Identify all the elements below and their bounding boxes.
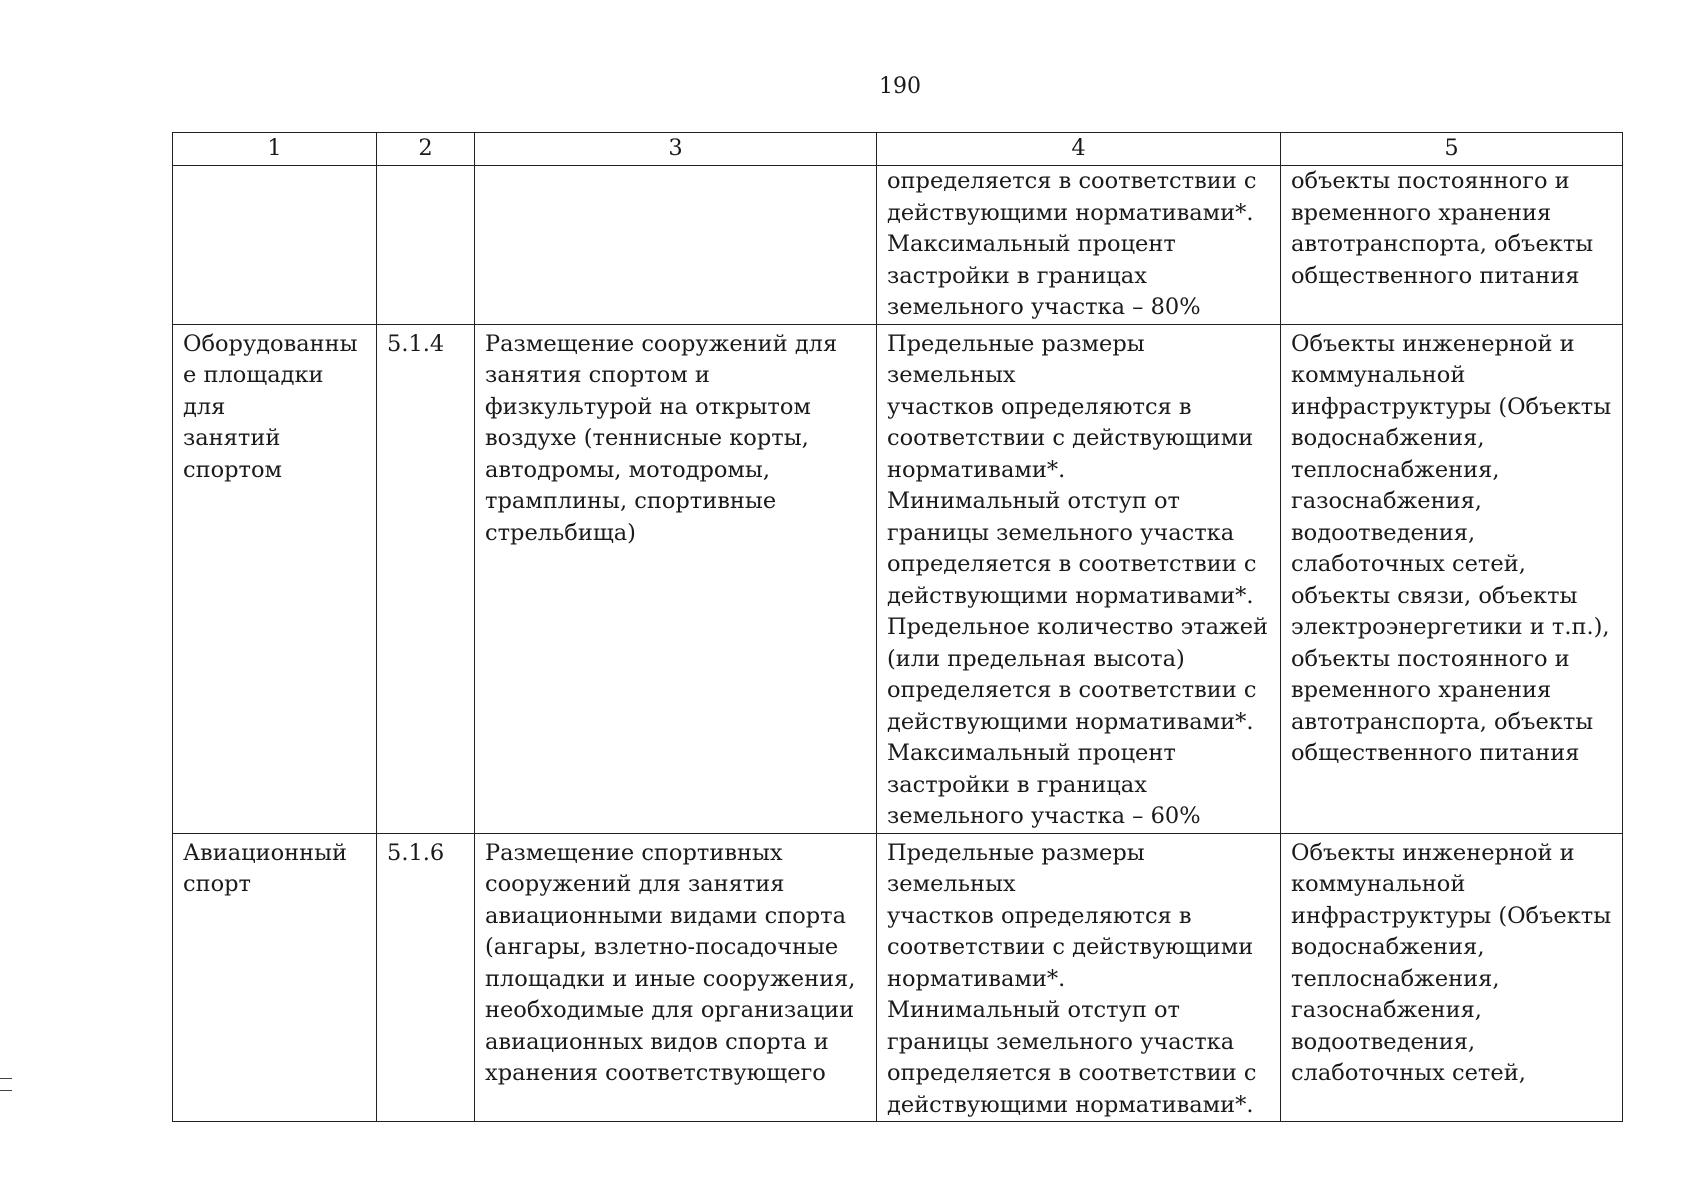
header-cell-1: 1 — [173, 133, 377, 166]
use-code-cell: 5.1.4 — [377, 324, 475, 833]
margin-mark — [0, 1090, 12, 1091]
use-name-cell: Оборудованны е площадки для занятий спортом — [173, 324, 377, 833]
margin-mark — [0, 1078, 12, 1079]
use-description-cell: Размещение сооружений для занятия спортом и физкультурой на открытом воздухе (теннисные корты, автодромы, мотодромы, трамплины, спортивные стрельбища) — [475, 324, 877, 833]
objects-cell: объекты постоянного и временного хранения автотранспорта, объекты общественного питания — [1281, 166, 1623, 325]
use-name-cell: Авиационный спорт — [173, 833, 377, 1122]
use-description-cell — [475, 166, 877, 325]
header-cell-4: 4 — [877, 133, 1281, 166]
table-row — [173, 324, 1623, 833]
table-row — [173, 833, 1623, 1122]
use-code-cell: 5.1.6 — [377, 833, 475, 1122]
use-name-cell — [173, 166, 377, 325]
parameters-cell: Предельные размеры земельных участков определяются в соответствии с действующими нормативами*. Минимальный отступ от границы земельного участка определяется в соответствии с действующими нормативами*. — [877, 833, 1281, 1122]
objects-cell: Объекты инженерной и коммунальной инфраструктуры (Объекты водоснабжения, теплоснабжения, газоснабжения, водоотведения, слаботочных сетей, — [1281, 833, 1623, 1122]
parameters-cell: определяется в соответствии с действующими нормативами*. Максимальный процент застройки в границах земельного участка – 80% — [877, 166, 1281, 325]
table-row — [173, 166, 1623, 325]
header-cell-2: 2 — [377, 133, 475, 166]
use-description-cell: Размещение спортивных сооружений для занятия авиационными видами спорта (ангары, взлетно-посадочные площадки и иные сооружения, необходимые для организации авиационных видов спорта и хранения соответствующего — [475, 833, 877, 1122]
use-code-cell — [377, 166, 475, 325]
header-cell-3: 3 — [475, 133, 877, 166]
parameters-cell: Предельные размеры земельных участков определяются в соответствии с действующими нормативами*. Минимальный отступ от границы земельного участка определяется в соответствии с действующими нормативами*. Предельное количество этажей (или предельная высота) определяется в соответствии с действующими нормативами*. Максимальный процент застройки в границах земельного участка – 60% — [877, 324, 1281, 833]
land-use-table — [172, 132, 1623, 1122]
page-number: 190 — [879, 74, 921, 99]
header-cell-5: 5 — [1281, 133, 1623, 166]
table-header-row — [173, 133, 1623, 166]
objects-cell: Объекты инженерной и коммунальной инфраструктуры (Объекты водоснабжения, теплоснабжения, газоснабжения, водоотведения, слаботочных сетей, объекты связи, объекты электроэнергетики и т.п.), объекты постоянного и временного хранения автотранспорта, объекты общественного питания — [1281, 324, 1623, 833]
